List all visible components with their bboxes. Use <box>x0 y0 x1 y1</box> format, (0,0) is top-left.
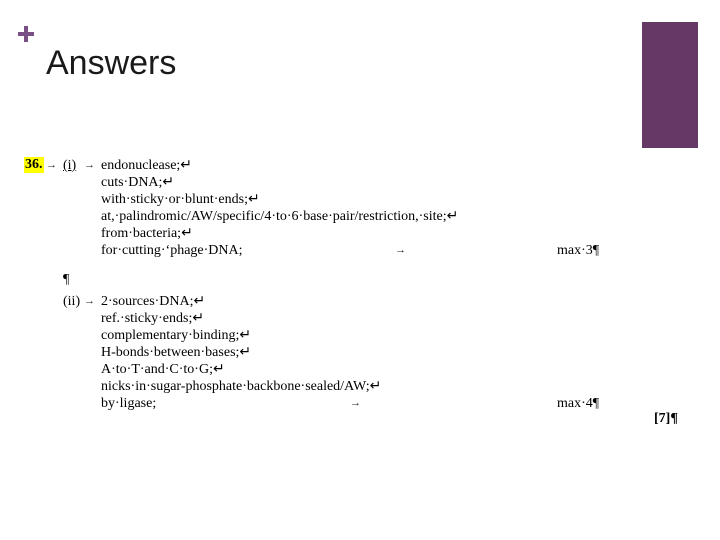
part-ii-line: complementary·binding;↵ <box>101 328 252 343</box>
tab-arrow-icon: → <box>395 244 406 256</box>
part-ii-line: H-bonds·between·bases;↵ <box>101 345 252 360</box>
slide-title: Answers <box>46 44 177 82</box>
tab-arrow-icon: → <box>84 159 95 171</box>
part-i-label: (i) <box>63 158 77 173</box>
part-i-line: with·sticky·or·blunt·ends;↵ <box>101 192 260 207</box>
empty-paragraph-mark: ¶ <box>63 272 70 287</box>
tab-arrow-icon: → <box>350 397 361 409</box>
part-ii-line: nicks·in·sugar-phosphate·backbone·sealed/AW;↵ <box>101 379 382 394</box>
part-ii-line: A·to·T·and·C·to·G;↵ <box>101 362 225 377</box>
part-i-line: endonuclease;↵ <box>101 158 193 173</box>
part-ii-line: 2·sources·DNA;↵ <box>101 294 206 309</box>
part-i-max: max·3¶ <box>557 243 600 258</box>
part-i-line: for·cutting·‘phage·DNA; <box>101 243 243 258</box>
total-marks: [7]¶ <box>654 411 678 426</box>
question-number: 36. <box>25 157 43 172</box>
tab-arrow-icon: → <box>84 295 95 307</box>
part-i-line: at,·palindromic/AW/specific/4·to·6·base·pair/restriction,·site;↵ <box>101 209 459 224</box>
part-ii-line: ref.·sticky·ends;↵ <box>101 311 205 326</box>
part-i-line: cuts·DNA;↵ <box>101 175 175 190</box>
tab-arrow-icon: → <box>46 159 57 171</box>
part-ii-line: by·ligase; <box>101 396 157 411</box>
part-i-line: from·bacteria;↵ <box>101 226 193 241</box>
part-ii-label: (ii) <box>63 294 81 309</box>
part-ii-max: max·4¶ <box>557 396 600 411</box>
